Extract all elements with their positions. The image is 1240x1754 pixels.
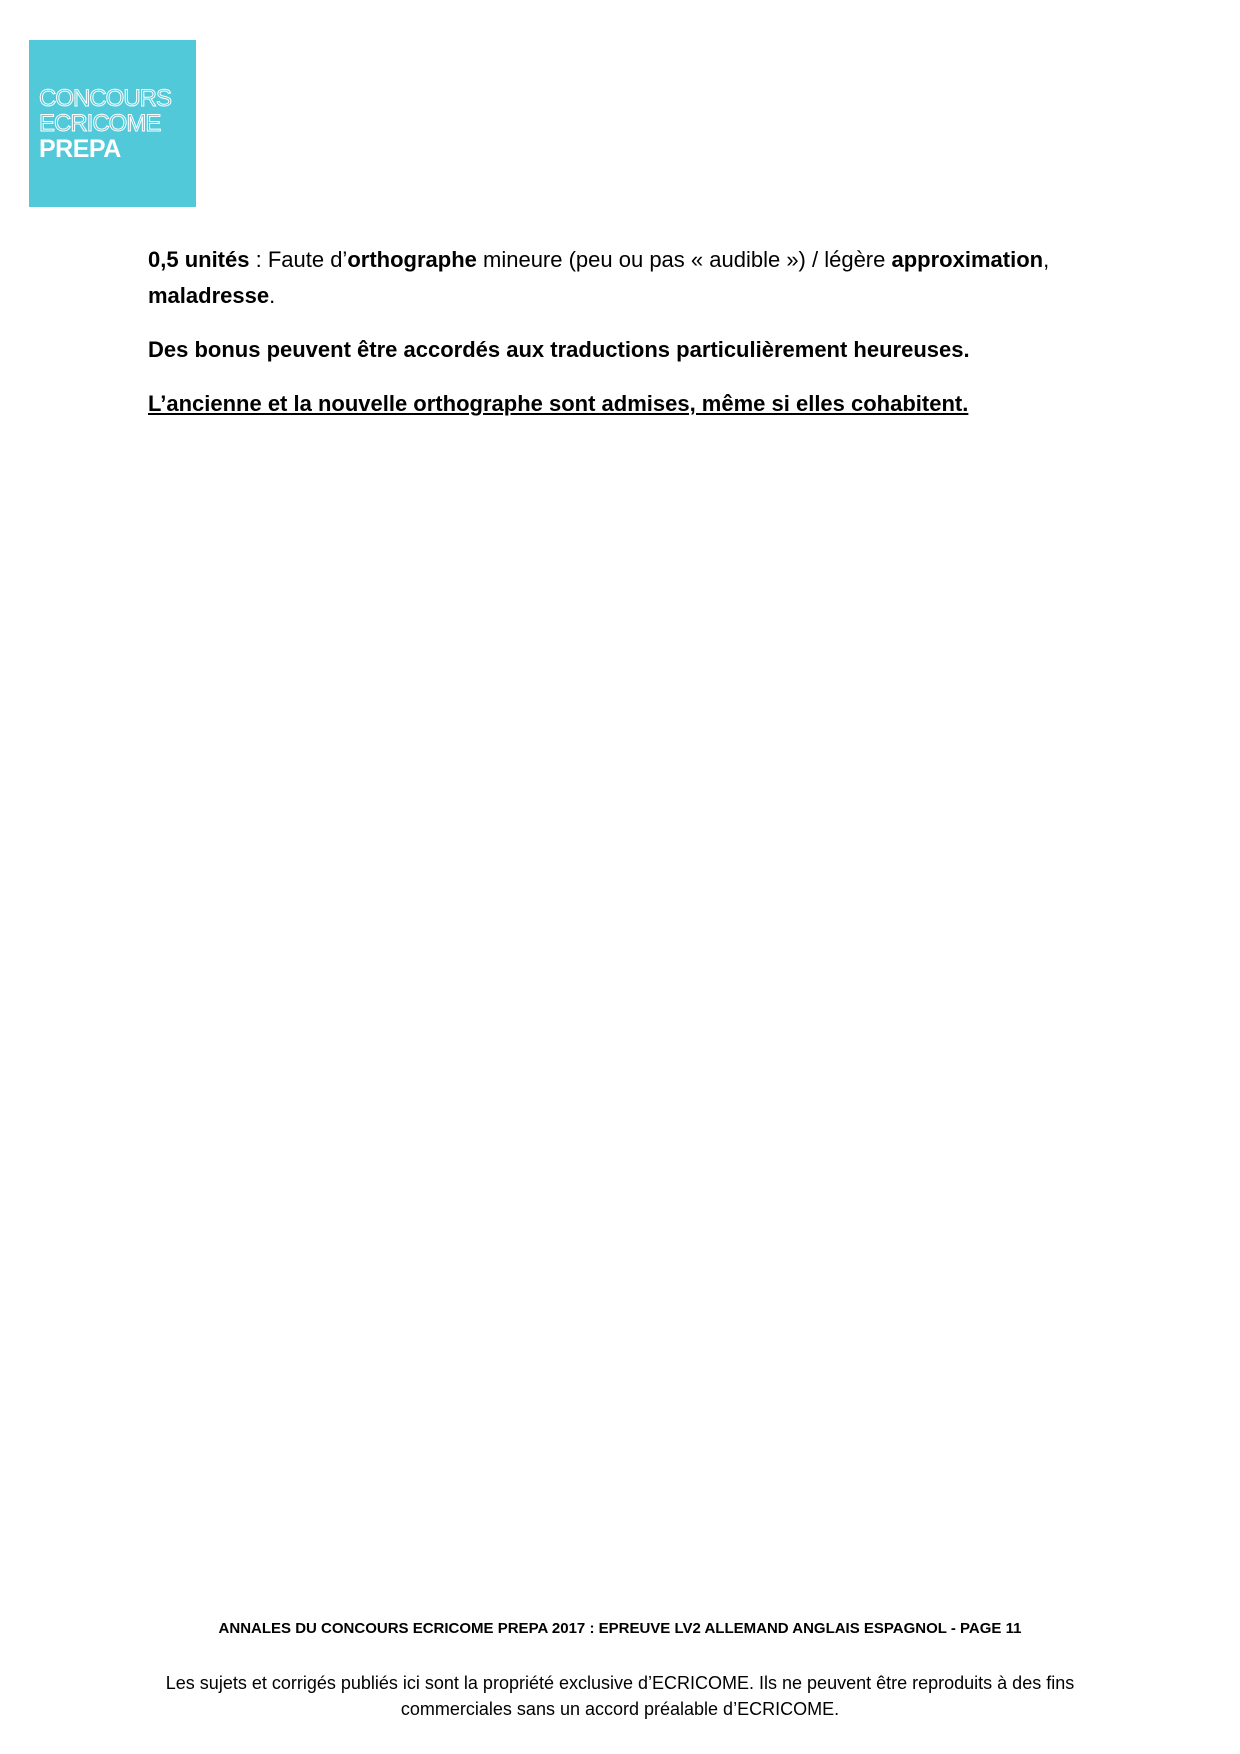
paragraph-half-unit-penalty xyxy=(148,242,1098,314)
document-body xyxy=(148,242,1098,440)
text-faute: : Faute d’ xyxy=(249,247,348,272)
logo-line-concours: CONCOURS xyxy=(39,85,172,112)
term-approximation: approximation xyxy=(891,247,1044,272)
text-comma: , xyxy=(1043,247,1050,272)
footer-copyright-note: Les sujets et corrigés publiés ici sont la propriété exclusive d’ECRICOME. Ils ne peuvent être reproduits à des fins commerciales sans un accord préalable d’ECRICOME. xyxy=(165,1673,1075,1719)
text-mineure: mineure (peu ou pas « audible ») / légère xyxy=(476,247,892,272)
paragraph-spelling-reform: L’ancienne et la nouvelle orthographe sont admises, même si elles cohabitent. xyxy=(148,391,969,416)
text-period: . xyxy=(269,283,276,308)
term-half-unit: 0,5 unités xyxy=(148,247,250,272)
logo-line-ecricome: ECRICOME xyxy=(39,110,161,137)
ecricome-logo xyxy=(29,40,196,207)
footer-title: ANNALES DU CONCOURS ECRICOME PREPA 2017 : EPREUVE LV2 ALLEMAND ANGLAIS ESPAGNOL - PAGE 11 xyxy=(218,1620,1022,1637)
logo-line-prepa: PREPA xyxy=(39,135,121,163)
paragraph-bonus: Des bonus peuvent être accordés aux traductions particulièrement heureuses. xyxy=(148,337,970,362)
term-maladresse: maladresse xyxy=(148,283,270,308)
term-orthographe: orthographe xyxy=(347,247,477,272)
